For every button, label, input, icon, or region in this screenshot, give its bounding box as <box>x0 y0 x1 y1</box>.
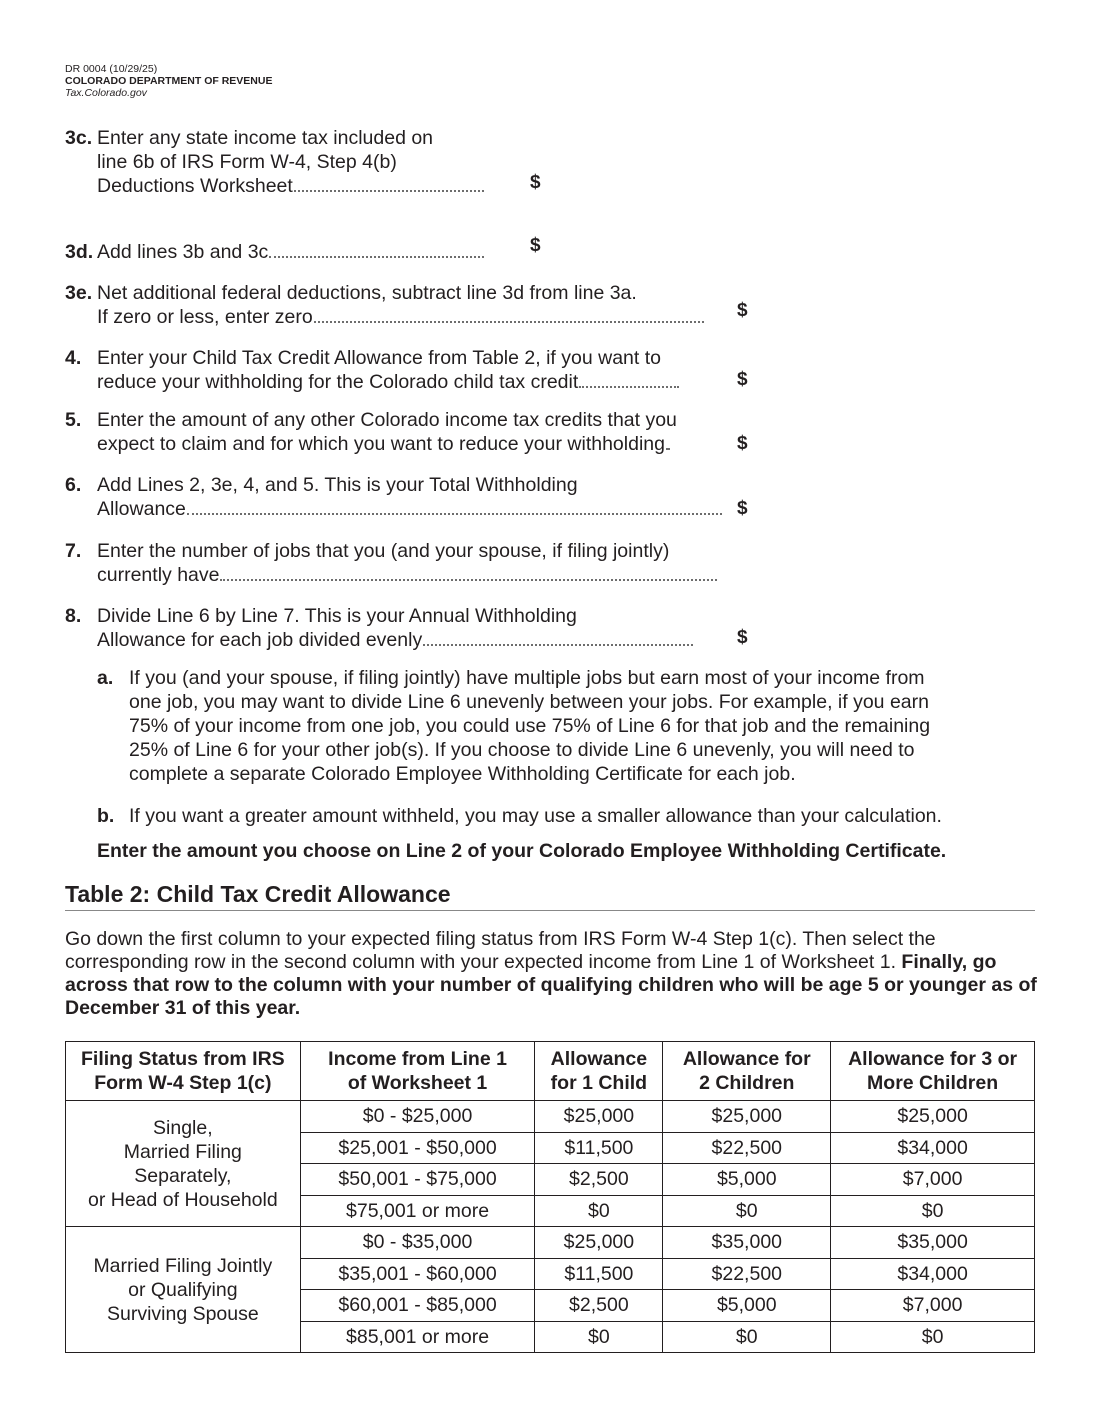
form-id: DR 0004 (10/29/25) <box>65 63 158 75</box>
line-text: Net additional federal deductions, subtract line 3d from line 3a. <box>97 282 637 304</box>
note-text: If you want a greater amount withheld, you may use a smaller allowance than your calculation. <box>129 805 942 827</box>
allowance-3-cell: $7,000 <box>831 1164 1035 1196</box>
line-text: Deductions Worksheet <box>97 175 293 197</box>
leader-dots <box>294 190 484 192</box>
leader-dots <box>314 321 704 323</box>
allowance-3-cell: $34,000 <box>831 1258 1035 1290</box>
allowance-1-cell: $0 <box>535 1195 663 1227</box>
allowance-3-cell: $7,000 <box>831 1290 1035 1322</box>
line-number: 5. <box>65 409 82 431</box>
leader-dots <box>423 644 693 646</box>
header-filing-status: Filing Status from IRS Form W-4 Step 1(c) <box>66 1042 301 1101</box>
note-text: complete a separate Colorado Employee Withholding Certificate for each job. <box>129 763 796 785</box>
currency-sign: $ <box>737 433 748 454</box>
table-intro <box>65 928 1040 1020</box>
allowance-2-cell: $22,500 <box>663 1258 831 1290</box>
income-cell: $25,001 - $50,000 <box>300 1132 535 1164</box>
line-text: Enter the number of jobs that you (and your spouse, if filing jointly) <box>97 540 670 562</box>
allowance-2-cell: $0 <box>663 1321 831 1353</box>
currency-sign: $ <box>737 300 748 321</box>
currency-sign: $ <box>737 627 748 648</box>
instruction-text: Enter the amount you choose on Line 2 of your Colorado Employee Withholding Certificate. <box>97 840 947 862</box>
department-name: COLORADO DEPARTMENT OF REVENUE <box>65 75 273 87</box>
header-3-children: Allowance for 3 or More Children <box>831 1042 1035 1101</box>
leader-dots <box>579 386 679 388</box>
allowance-3-cell: $35,000 <box>831 1227 1035 1259</box>
currency-sign: $ <box>737 369 748 390</box>
title-rule <box>65 910 1035 911</box>
allowance-1-cell: $11,500 <box>535 1132 663 1164</box>
line-number: 3e. <box>65 282 93 304</box>
table-header-row <box>66 1042 1035 1101</box>
allowance-3-cell: $0 <box>831 1321 1035 1353</box>
income-cell: $0 - $25,000 <box>300 1101 535 1133</box>
table-row <box>66 1227 1035 1259</box>
income-cell: $0 - $35,000 <box>300 1227 535 1259</box>
allowance-1-cell: $11,500 <box>535 1258 663 1290</box>
allowance-1-cell: $0 <box>535 1321 663 1353</box>
line-text: currently have <box>97 564 220 586</box>
currency-sign: $ <box>530 235 541 256</box>
leader-dots <box>269 256 484 258</box>
line-number: 3c. <box>65 127 93 149</box>
line-number: 7. <box>65 540 82 562</box>
header-income: Income from Line 1 of Worksheet 1 <box>300 1042 535 1101</box>
header-2-children: Allowance for 2 Children <box>663 1042 831 1101</box>
note-marker: a. <box>97 667 114 689</box>
line-text: expect to claim and for which you want to reduce your withholding <box>97 433 665 455</box>
leader-dots <box>666 448 670 450</box>
allowance-2-cell: $35,000 <box>663 1227 831 1259</box>
income-cell: $75,001 or more <box>300 1195 535 1227</box>
note-text: If you (and your spouse, if filing jointly) have multiple jobs but earn most of your income from <box>129 667 925 689</box>
line-text: Add lines 3b and 3c <box>97 241 269 263</box>
line-number: 3d. <box>65 241 94 263</box>
note-marker: b. <box>97 805 115 827</box>
line-text: Allowance <box>97 498 186 520</box>
note-text: one job, you may want to divide Line 6 unevenly between your jobs. For example, if you earn <box>129 691 929 713</box>
income-cell: $85,001 or more <box>300 1321 535 1353</box>
note-text: 25% of Line 6 for your other job(s). If you choose to divide Line 6 unevenly, you will need to <box>129 739 915 761</box>
leader-dots <box>220 579 717 581</box>
line-number: 6. <box>65 474 82 496</box>
allowance-3-cell: $25,000 <box>831 1101 1035 1133</box>
currency-sign: $ <box>530 172 541 193</box>
allowance-1-cell: $25,000 <box>535 1101 663 1133</box>
line-text: reduce your withholding for the Colorado child tax credit <box>97 371 579 393</box>
allowance-1-cell: $25,000 <box>535 1227 663 1259</box>
currency-sign: $ <box>737 498 748 519</box>
allowance-1-cell: $2,500 <box>535 1290 663 1322</box>
line-text: line 6b of IRS Form W-4, Step 4(b) <box>97 151 397 173</box>
intro-bold-text: Finally, go across that row to the column with your number of qualifying children who will be age 5 or younger as of December 31 of this year. <box>65 951 1037 1019</box>
line-text: Divide Line 6 by Line 7. This is your Annual Withholding <box>97 605 577 627</box>
line-text: Enter any state income tax included on <box>97 127 434 149</box>
allowance-2-cell: $5,000 <box>663 1164 831 1196</box>
allowance-2-cell: $5,000 <box>663 1290 831 1322</box>
allowance-3-cell: $0 <box>831 1195 1035 1227</box>
income-cell: $35,001 - $60,000 <box>300 1258 535 1290</box>
line-number: 8. <box>65 605 82 627</box>
table-title: Table 2: Child Tax Credit Allowance <box>65 881 451 907</box>
income-cell: $60,001 - $85,000 <box>300 1290 535 1322</box>
allowance-1-cell: $2,500 <box>535 1164 663 1196</box>
intro-text: Go down the first column to your expected filing status from IRS Form W-4 Step 1(c). Then select the corresponding row in the second column with your expected income from Line 1 of Worksheet 1. <box>65 928 936 973</box>
allowance-2-cell: $22,500 <box>663 1132 831 1164</box>
line-text: Enter the amount of any other Colorado income tax credits that you <box>97 409 677 431</box>
filing-status-cell: Married Filing Jointly or Qualifying Surviving Spouse <box>66 1227 301 1353</box>
website: Tax.Colorado.gov <box>65 87 147 99</box>
leader-dots <box>187 513 722 515</box>
line-text: If zero or less, enter zero <box>97 306 313 328</box>
line-text: Allowance for each job divided evenly <box>97 629 423 651</box>
allowance-2-cell: $25,000 <box>663 1101 831 1133</box>
line-text: Enter your Child Tax Credit Allowance from Table 2, if you want to <box>97 347 661 369</box>
allowance-2-cell: $0 <box>663 1195 831 1227</box>
child-tax-credit-table <box>65 1041 1035 1353</box>
line-text: Add Lines 2, 3e, 4, and 5. This is your Total Withholding <box>97 474 578 496</box>
allowance-3-cell: $34,000 <box>831 1132 1035 1164</box>
header-1-child: Allowance for 1 Child <box>535 1042 663 1101</box>
table-row <box>66 1101 1035 1133</box>
note-text: 75% of your income from one job, you could use 75% of Line 6 for that job and the remaining <box>129 715 931 737</box>
form-header <box>65 63 272 99</box>
income-cell: $50,001 - $75,000 <box>300 1164 535 1196</box>
line-number: 4. <box>65 347 82 369</box>
filing-status-cell: Single, Married Filing Separately, or Head of Household <box>66 1101 301 1227</box>
